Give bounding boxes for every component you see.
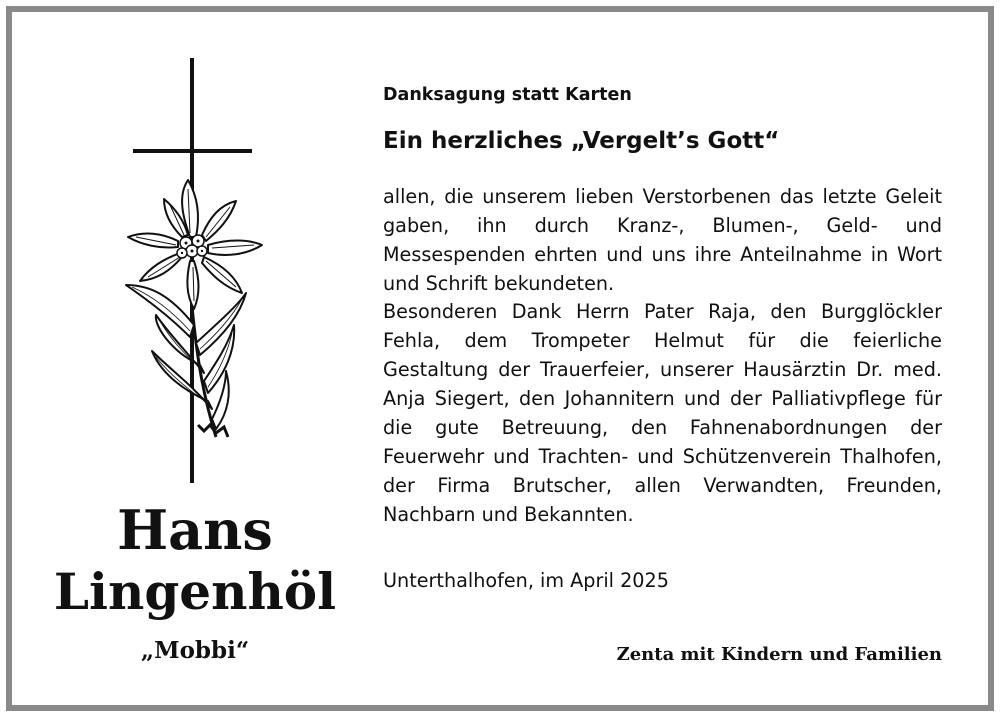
cross-bar	[133, 149, 252, 153]
edelweiss-icon	[120, 175, 270, 450]
deceased-last-name: Lingenhöl	[53, 562, 337, 621]
deceased-nickname: „Mobbi“	[140, 637, 250, 664]
signature: Zenta mit Kindern und Familien	[616, 644, 942, 665]
thanks-paragraph-1: allen, die unserem lieben Verstorbenen das letzte Geleit gaben, ihn durch Kranz-, Blumen-, Geld- und Messespenden ehrten und uns ihre Anteilnahme in Wort und Schrift bekundeten.	[383, 185, 942, 295]
notice-headline: Ein herzliches „Vergelt’s Gott“	[383, 128, 780, 154]
left-column	[0, 0, 360, 719]
notice-kicker: Danksagung statt Karten	[383, 85, 632, 105]
deceased-first-name: Hans	[117, 498, 273, 562]
place-date: Unterthalhofen, im April 2025	[383, 569, 669, 592]
thanks-paragraph-2: Besonderen Dank Herrn Pater Raja, den Burgglöckler Fehla, dem Trompeter Helmut für die feierliche Gestaltung der Trauerfeier, unserer Hausärztin Dr. med. Anja Siegert, den Johannitern und der Palliativpflege für die gute Betreuung, den Fahnenabordnungen der Feuerwehr und Trachten- und Schützenverein Thalhofen, der Firma Brutscher, allen Verwandten, Freunden, Nachbarn und Bekannten.	[383, 300, 942, 526]
